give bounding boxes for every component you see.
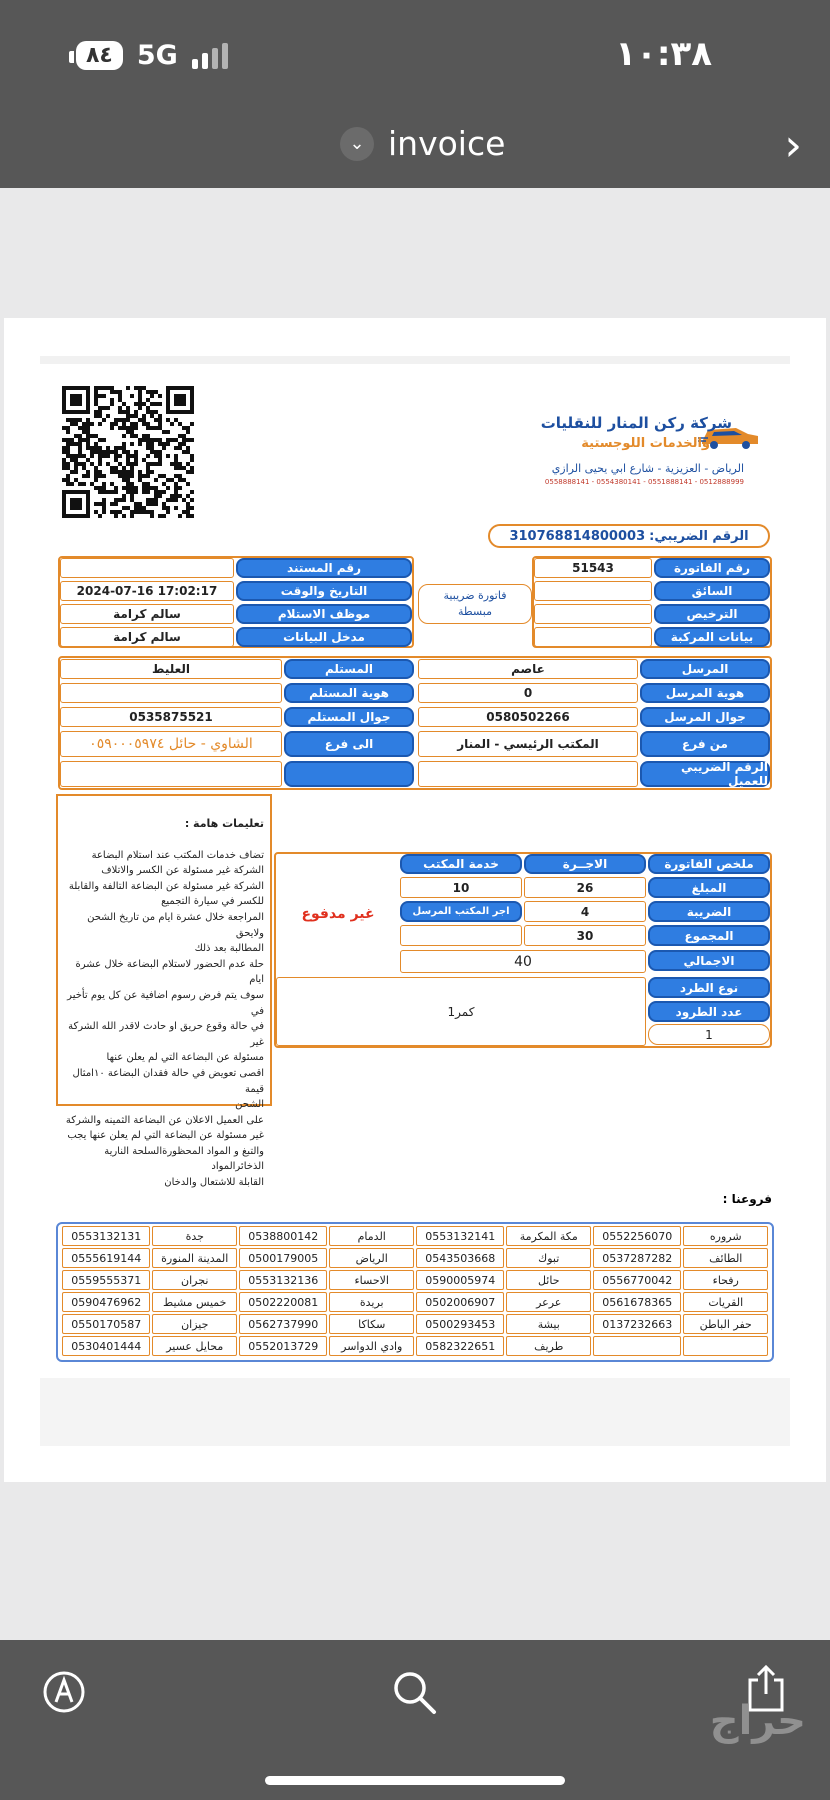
tax-label: الضريبة	[648, 901, 770, 922]
license-label: الترخيص	[654, 604, 770, 624]
company-phones: 0558888141 - 0554380141 - 0551888141 - 0512888999	[544, 478, 744, 486]
watermark-logo: حراج	[709, 1698, 806, 1744]
branch-row	[62, 1314, 768, 1334]
branch-name: خميس مشيط	[152, 1292, 237, 1312]
branch-phone: 0502220081	[239, 1292, 327, 1312]
package-type-label: نوع الطرد	[648, 977, 770, 998]
summary-header: ملخص الفاتورة	[648, 854, 770, 874]
branch-name	[683, 1336, 768, 1356]
branch-phone: 0553132136	[239, 1270, 327, 1290]
branch-phone: 0552256070	[593, 1226, 681, 1246]
chevron-right-icon[interactable]: ›	[784, 120, 802, 171]
invoice-number-value: 51543	[534, 558, 652, 578]
branch-row	[62, 1292, 768, 1312]
fee-amount-value: 26	[524, 877, 646, 898]
package-count-value: 1	[648, 1024, 770, 1045]
branch-phone: 0553132131	[62, 1226, 150, 1246]
branch-name: حفر الباطن	[683, 1314, 768, 1334]
grand-total-value: 40	[400, 950, 646, 973]
receiver-id-value	[60, 683, 282, 703]
branch-phone: 0538800142	[239, 1226, 327, 1246]
branch-name: الطائف	[683, 1248, 768, 1268]
branch-name: تبوك	[506, 1248, 591, 1268]
branch-phone: 0530401444	[62, 1336, 150, 1356]
instruction-line: تضاف خدمات المكتب عند استلام البضاعة	[91, 849, 264, 861]
instruction-line: الشحن	[235, 1099, 264, 1111]
sender-phone-label: جوال المرسل	[640, 707, 770, 727]
page-bottom-strip	[40, 1378, 790, 1446]
fee-total-value: 30	[524, 925, 646, 946]
branch-phone	[593, 1336, 681, 1356]
instruction-line: على العميل الاعلان عن البضاعة الثمينه والشركة	[65, 1114, 264, 1126]
company-subtitle: والخدمات اللوجستية	[581, 436, 710, 451]
branch-phone: 0553132141	[416, 1226, 504, 1246]
battery-icon: ٨٤	[76, 41, 123, 70]
tax-number-label: الرقم الضريبي:	[649, 528, 749, 544]
branch-phone: 0561678365	[593, 1292, 681, 1312]
instruction-line: غير مسئولة عن البضاعة التي لم يعلن عنها يجب	[67, 1130, 264, 1142]
data-entry-value: سالم كرامة	[60, 627, 234, 647]
instruction-line: المراجعة خلال عشرة ايام من تاريخ الشحن ولايحق	[87, 911, 264, 939]
page-top-strip	[40, 356, 790, 364]
sender-office-fee-label: اجر المكتب المرسل	[400, 901, 522, 922]
instruction-line: اقصى تعويض في حالة فقدان البضاعة ١٠امثال قيمة	[72, 1067, 264, 1095]
branch-phone: 0552013729	[239, 1336, 327, 1356]
branch-name: بيشة	[506, 1314, 591, 1334]
markup-icon[interactable]	[42, 1670, 86, 1714]
branch-phone: 0582322651	[416, 1336, 504, 1356]
receiver-extra-label	[284, 761, 414, 787]
to-branch-label: الى فرع	[284, 731, 414, 757]
invoice-type-line2: مبسطة	[458, 605, 492, 618]
receiver-extra-value	[60, 761, 282, 787]
instruction-line: حلة عدم الحضور لاستلام البضاعة خلال عشرة ايام	[75, 958, 264, 986]
branch-phone: 0559555371	[62, 1270, 150, 1290]
license-value	[534, 604, 652, 624]
branch-name: شروره	[683, 1226, 768, 1246]
branches-title: فروعنا :	[722, 1192, 772, 1206]
sender-id-label: هوية المرسل	[640, 683, 770, 703]
invoice-type-badge	[418, 584, 532, 624]
branch-phone: 0537287282	[593, 1248, 681, 1268]
from-branch-label: من فرع	[640, 731, 770, 757]
sender-id-value: 0	[418, 683, 638, 703]
document-title: invoice	[388, 124, 506, 163]
sender-label: المرسل	[640, 659, 770, 679]
branch-phone: 0500293453	[416, 1314, 504, 1334]
document-number-label: رقم المستند	[236, 558, 412, 578]
from-branch-value: المكتب الرئيسي - المنار	[418, 731, 638, 757]
network-label: 5G	[136, 40, 178, 71]
amount-label: المبلغ	[648, 877, 770, 898]
status-time: ١٠:٣٨	[615, 34, 712, 74]
receiver-name-value: العليط	[60, 659, 282, 679]
instruction-line: في حالة وقوع حريق او حادث لاقدر الله الشركة غير	[68, 1021, 264, 1048]
branch-name: الرياض	[329, 1248, 414, 1268]
tax-number-value: 310768814800003	[509, 528, 646, 544]
instructions-box	[56, 794, 272, 1189]
receiving-employee-value: سالم كرامة	[60, 604, 234, 624]
status-indicators	[76, 40, 228, 71]
branch-name: طريف	[506, 1336, 591, 1356]
branch-name: جيزان	[152, 1314, 237, 1334]
branch-phone: 0550170587	[62, 1314, 150, 1334]
package-count-label: عدد الطرود	[648, 1001, 770, 1022]
branch-name: سكاكا	[329, 1314, 414, 1334]
search-icon[interactable]	[392, 1670, 438, 1716]
receiver-label: المستلم	[284, 659, 414, 679]
company-name: شركة ركن المنار للنقليات	[540, 414, 732, 432]
branch-name: مكة المكرمة	[506, 1226, 591, 1246]
qr-code	[62, 386, 194, 518]
branch-name: نجران	[152, 1270, 237, 1290]
instruction-line: الشركة غير مسئولة عن البضاعة التالفة والقابلة	[68, 880, 264, 892]
sender-name-value: عاصم	[418, 659, 638, 679]
branches-table	[56, 1222, 774, 1362]
tax-number-box	[488, 524, 770, 548]
office-total-value	[400, 925, 522, 946]
home-indicator[interactable]	[265, 1776, 565, 1785]
branch-name: رفحاء	[683, 1270, 768, 1290]
branch-name: الاحساء	[329, 1270, 414, 1290]
receiver-phone-value: 0535875521	[60, 707, 282, 727]
fee-tax-value: 4	[524, 901, 646, 922]
data-entry-label: مدخل البيانات	[236, 627, 412, 647]
branch-row	[62, 1270, 768, 1290]
instructions-title: تعليمات هامة :	[184, 817, 264, 830]
instruction-line: الشركة غير مسئولة عن الكسر والاتلاف	[101, 865, 264, 877]
invoice-type-line1: فاتورة ضريبية	[443, 589, 507, 602]
branch-name: وادي الدواسر	[329, 1336, 414, 1356]
branch-name: محايل عسير	[152, 1336, 237, 1356]
branch-phone: 0562737990	[239, 1314, 327, 1334]
office-amount-value: 10	[400, 877, 522, 898]
instructions-list	[64, 848, 264, 1191]
grand-total-label: الاجمالي	[648, 950, 770, 971]
branch-phone: 0137232663	[593, 1314, 681, 1334]
branch-name: عرعر	[506, 1292, 591, 1312]
instruction-line: القابلة للاشتعال والدخان	[164, 1177, 264, 1189]
to-branch-value: الشاوي - حائل ٠٥٩٠٠٠٥٩٧٤	[60, 731, 282, 757]
top-bar	[0, 0, 830, 188]
receiver-id-label: هوية المستلم	[284, 683, 414, 703]
chevron-down-icon[interactable]: ⌄	[340, 127, 374, 161]
branch-phone: 0590005974	[416, 1270, 504, 1290]
branch-name: بريدة	[329, 1292, 414, 1312]
instruction-line: سوف يتم فرض رسوم اضافية عن كل يوم تأخير في	[67, 989, 264, 1017]
branch-row	[62, 1336, 768, 1356]
branch-phone: 0543503668	[416, 1248, 504, 1268]
subtotal-label: المجموع	[648, 925, 770, 946]
company-address: الرياض - العزيزية - شارع ابي يحيى الرازي	[551, 462, 744, 475]
branch-row	[62, 1226, 768, 1246]
instruction-line: للكسر في سيارة التجميع	[161, 896, 264, 908]
package-type-value: كمر1	[276, 977, 646, 1046]
branch-name: المدينة المنورة	[152, 1248, 237, 1268]
branch-phone: 0555619144	[62, 1248, 150, 1268]
receiver-phone-label: جوال المستلم	[284, 707, 414, 727]
branch-row	[62, 1248, 768, 1268]
driver-value	[534, 581, 652, 601]
sender-phone-value: 0580502266	[418, 707, 638, 727]
client-tax-label: الرقم الضريبي للعميل	[640, 761, 770, 787]
branch-phone: 0556770042	[593, 1270, 681, 1290]
office-service-header: خدمة المكتب	[400, 854, 522, 874]
invoice-number-label: رقم الفاتورة	[654, 558, 770, 578]
instruction-line: مسئولة عن البضاعة التي لم يعلن عنها	[106, 1052, 264, 1064]
branch-name: القريات	[683, 1292, 768, 1312]
vehicle-value	[534, 627, 652, 647]
instruction-line: والتبغ و المواد المحظورةالسلحة النارية الذخائرالمواد	[104, 1145, 264, 1173]
branch-phone: 0502006907	[416, 1292, 504, 1312]
signal-icon	[192, 43, 228, 69]
driver-label: السائق	[654, 581, 770, 601]
vehicle-label: بيانات المركبة	[654, 627, 770, 647]
document-title-menu[interactable]	[340, 124, 505, 163]
branch-phone: 0500179005	[239, 1248, 327, 1268]
branch-name: الدمام	[329, 1226, 414, 1246]
branch-phone: 0590476962	[62, 1292, 150, 1312]
document-number-value	[60, 558, 234, 578]
client-tax-value	[418, 761, 638, 787]
payment-status: غير مدفوع	[301, 906, 375, 922]
datetime-value: 2024-07-16 17:02:17	[60, 581, 234, 601]
instruction-line: المطالبة بعد ذلك	[194, 943, 264, 955]
branch-name: جدة	[152, 1226, 237, 1246]
fee-header: الاجــرة	[524, 854, 646, 874]
receiving-employee-label: موظف الاستلام	[236, 604, 412, 624]
branch-name: حائل	[506, 1270, 591, 1290]
datetime-label: التاريخ والوقت	[236, 581, 412, 601]
